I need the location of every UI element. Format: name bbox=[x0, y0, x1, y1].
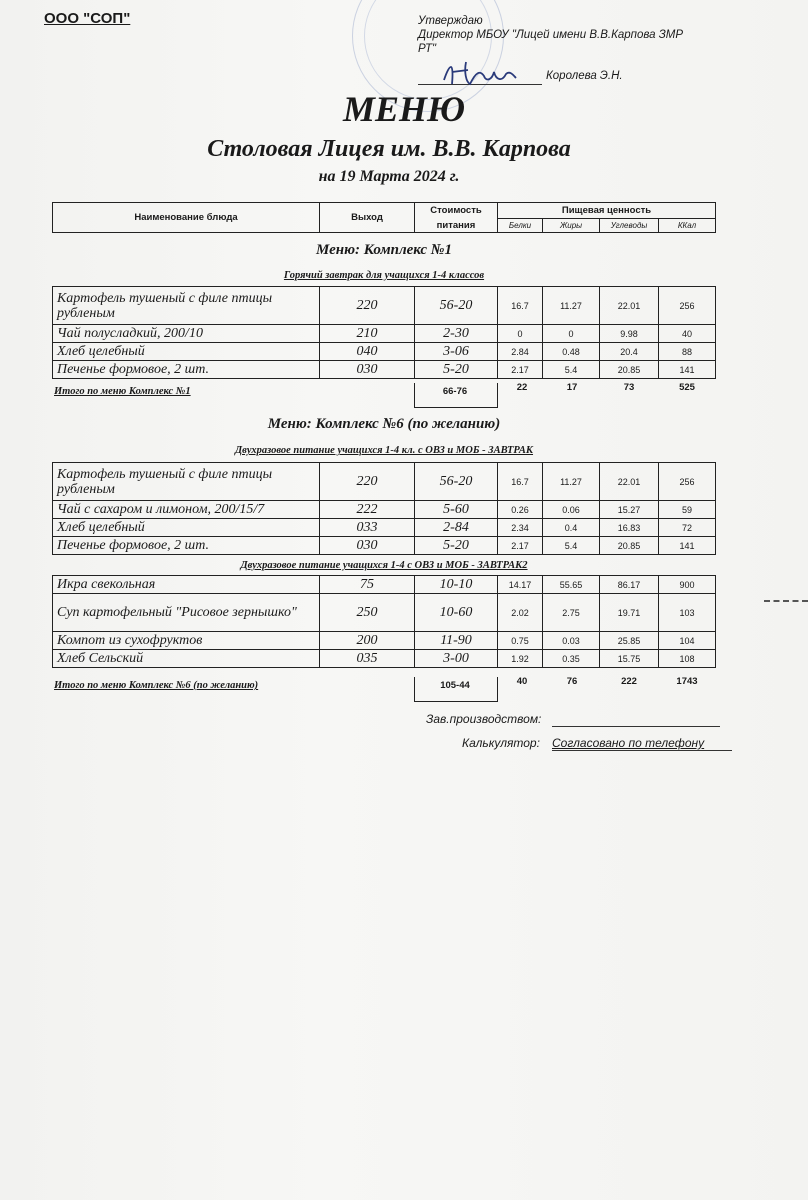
dish-output: 210 bbox=[320, 325, 415, 343]
dish-proteins: 14.17 bbox=[498, 576, 543, 594]
dish-carbs: 20.85 bbox=[600, 537, 659, 555]
approval-line: РТ" bbox=[418, 43, 437, 55]
menu-date: на 19 Марта 2024 г. bbox=[318, 168, 460, 185]
dish-cost: 10-60 bbox=[415, 594, 498, 632]
dish-proteins: 1.92 bbox=[498, 650, 543, 668]
approval-block bbox=[418, 14, 748, 56]
dish-proteins: 2.17 bbox=[498, 361, 543, 379]
dish-cost: 3-06 bbox=[415, 343, 498, 361]
dish-name: Картофель тушеный с филе птицы рубленым bbox=[53, 463, 320, 501]
menu6-subtitle2: Двухразовое питание учащихся 1-4 с ОВЗ и МОБ - ЗАВТРАК2 bbox=[240, 560, 528, 571]
dish-fats: 55.65 bbox=[543, 576, 600, 594]
menu6-total-cost: 105-44 bbox=[440, 680, 470, 691]
menu1-total-fats: 17 bbox=[566, 382, 578, 393]
dish-cost: 56-20 bbox=[415, 463, 498, 501]
dish-carbs: 20.85 bbox=[600, 361, 659, 379]
menu1-subtitle: Горячий завтрак для учащихся 1-4 классов bbox=[283, 270, 485, 281]
dish-carbs: 22.01 bbox=[600, 287, 659, 325]
dish-proteins: 2.17 bbox=[498, 537, 543, 555]
menu6-title: Меню: Комплекс №6 (по желанию) bbox=[267, 416, 501, 432]
page-subtitle: Столовая Лицея им. В.В. Карпова bbox=[207, 136, 571, 162]
table-row bbox=[53, 537, 716, 555]
dish-carbs: 15.27 bbox=[600, 501, 659, 519]
dish-cost: 3-00 bbox=[415, 650, 498, 668]
dish-name: Хлеб целебный bbox=[53, 519, 320, 537]
header-cost: Стоимость bbox=[415, 203, 498, 219]
dish-name: Хлеб целебный bbox=[53, 343, 320, 361]
menu6-breakfast-table bbox=[52, 462, 716, 555]
header-carbs: Углеводы bbox=[600, 219, 659, 233]
dish-kcal: 141 bbox=[659, 361, 716, 379]
dish-carbs: 20.4 bbox=[600, 343, 659, 361]
table-row bbox=[53, 463, 716, 501]
header-kcal: ККал bbox=[659, 219, 716, 233]
header-cost-line2: питания bbox=[415, 219, 498, 233]
company-name: ООО "СОП" bbox=[44, 10, 131, 27]
dish-fats: 2.75 bbox=[543, 594, 600, 632]
dish-output: 040 bbox=[320, 343, 415, 361]
page-title: МЕНЮ bbox=[342, 89, 466, 129]
dish-fats: 0 bbox=[543, 325, 600, 343]
menu-header-table bbox=[52, 202, 716, 233]
production-label: Зав.производством: bbox=[426, 712, 542, 726]
dish-output: 030 bbox=[320, 537, 415, 555]
dish-fats: 5.4 bbox=[543, 537, 600, 555]
dish-cost: 11-90 bbox=[415, 632, 498, 650]
table-row bbox=[53, 343, 716, 361]
dish-proteins: 2.02 bbox=[498, 594, 543, 632]
dish-output: 200 bbox=[320, 632, 415, 650]
table-row bbox=[53, 632, 716, 650]
dish-output: 75 bbox=[320, 576, 415, 594]
dish-output: 250 bbox=[320, 594, 415, 632]
dish-fats: 0.03 bbox=[543, 632, 600, 650]
dish-carbs: 25.85 bbox=[600, 632, 659, 650]
dish-fats: 5.4 bbox=[543, 361, 600, 379]
dish-output: 035 bbox=[320, 650, 415, 668]
menu1-total-proteins: 22 bbox=[516, 382, 528, 393]
calculator-label: Калькулятор: bbox=[462, 736, 540, 750]
table-row bbox=[53, 501, 716, 519]
menu1-total-kcal: 525 bbox=[679, 382, 695, 393]
dish-name: Чай полусладкий, 200/10 bbox=[53, 325, 320, 343]
dish-kcal: 72 bbox=[659, 519, 716, 537]
handwritten-signature bbox=[440, 58, 520, 90]
approval-line: Утверждаю bbox=[418, 15, 483, 27]
dish-output: 030 bbox=[320, 361, 415, 379]
dish-cost: 2-84 bbox=[415, 519, 498, 537]
dish-name: Печенье формовое, 2 шт. bbox=[53, 537, 320, 555]
dish-proteins: 2.84 bbox=[498, 343, 543, 361]
header-fats: Жиры bbox=[543, 219, 600, 233]
header-nutrition: Пищевая ценность bbox=[498, 203, 716, 219]
menu1-total-cost: 66-76 bbox=[442, 386, 468, 397]
dish-kcal: 40 bbox=[659, 325, 716, 343]
menu1-total-label: Итого по меню Комплекс №1 bbox=[54, 386, 191, 397]
table-row bbox=[53, 325, 716, 343]
dish-output: 222 bbox=[320, 501, 415, 519]
header-name: Наименование блюда bbox=[53, 203, 320, 233]
dish-carbs: 16.83 bbox=[600, 519, 659, 537]
dish-fats: 11.27 bbox=[543, 287, 600, 325]
dish-kcal: 141 bbox=[659, 537, 716, 555]
dish-kcal: 104 bbox=[659, 632, 716, 650]
approval-line: Директор МБОУ "Лицей имени В.В.Карпова ЗМР bbox=[418, 29, 684, 41]
menu6-total-kcal: 1743 bbox=[676, 676, 698, 687]
dish-kcal: 103 bbox=[659, 594, 716, 632]
production-signature-line bbox=[552, 726, 720, 727]
table-row bbox=[53, 650, 716, 668]
table-row bbox=[53, 594, 716, 632]
dish-kcal: 108 bbox=[659, 650, 716, 668]
dish-kcal: 900 bbox=[659, 576, 716, 594]
dish-fats: 0.4 bbox=[543, 519, 600, 537]
dish-cost: 2-30 bbox=[415, 325, 498, 343]
menu1-table bbox=[52, 286, 716, 379]
dish-cost: 5-20 bbox=[415, 537, 498, 555]
dish-output: 220 bbox=[320, 463, 415, 501]
table-row bbox=[53, 361, 716, 379]
table-row bbox=[53, 519, 716, 537]
dish-kcal: 88 bbox=[659, 343, 716, 361]
dish-cost: 5-20 bbox=[415, 361, 498, 379]
dish-proteins: 0.75 bbox=[498, 632, 543, 650]
table-row bbox=[53, 576, 716, 594]
dish-fats: 11.27 bbox=[543, 463, 600, 501]
table-row bbox=[53, 287, 716, 325]
header-proteins: Белки bbox=[498, 219, 543, 233]
dish-kcal: 59 bbox=[659, 501, 716, 519]
dish-kcal: 256 bbox=[659, 463, 716, 501]
dish-proteins: 2.34 bbox=[498, 519, 543, 537]
dish-fats: 0.35 bbox=[543, 650, 600, 668]
menu1-total-carbs: 73 bbox=[623, 382, 635, 393]
dish-output: 220 bbox=[320, 287, 415, 325]
dish-cost: 10-10 bbox=[415, 576, 498, 594]
menu6-total-label: Итого по меню Комплекс №6 (по желанию) bbox=[54, 680, 259, 691]
dish-fats: 0.06 bbox=[543, 501, 600, 519]
menu6-total-proteins: 40 bbox=[516, 676, 528, 687]
dish-kcal: 256 bbox=[659, 287, 716, 325]
dish-cost: 56-20 bbox=[415, 287, 498, 325]
dish-name: Икра свекольная bbox=[53, 576, 320, 594]
dish-carbs: 86.17 bbox=[600, 576, 659, 594]
calculator-value: Согласовано по телефону bbox=[552, 736, 705, 750]
menu6-total-carbs: 222 bbox=[621, 676, 637, 687]
dish-name: Чай с сахаром и лимоном, 200/15/7 bbox=[53, 501, 320, 519]
dish-carbs: 15.75 bbox=[600, 650, 659, 668]
menu6-subtitle1: Двухразовое питание учащихся 1-4 кл. с ОВЗ и МОБ - ЗАВТРАК bbox=[234, 445, 534, 456]
dish-carbs: 22.01 bbox=[600, 463, 659, 501]
dish-name: Суп картофельный "Рисовое зернышко" bbox=[53, 594, 320, 632]
menu1-title: Меню: Комплекс №1 bbox=[316, 242, 452, 258]
menu6-total-fats: 76 bbox=[566, 676, 578, 687]
dish-proteins: 0.26 bbox=[498, 501, 543, 519]
header-output: Выход bbox=[320, 203, 415, 233]
dish-output: 033 bbox=[320, 519, 415, 537]
menu6-breakfast2-table bbox=[52, 575, 716, 668]
dish-name: Печенье формовое, 2 шт. bbox=[53, 361, 320, 379]
dish-carbs: 19.71 bbox=[600, 594, 659, 632]
calculator-signature-line bbox=[552, 750, 732, 751]
signer-name: Королева Э.Н. bbox=[546, 70, 623, 82]
dish-proteins: 16.7 bbox=[498, 463, 543, 501]
dish-proteins: 0 bbox=[498, 325, 543, 343]
edge-mark bbox=[764, 600, 808, 602]
dish-fats: 0.48 bbox=[543, 343, 600, 361]
dish-proteins: 16.7 bbox=[498, 287, 543, 325]
dish-name: Компот из сухофруктов bbox=[53, 632, 320, 650]
dish-name: Хлеб Сельский bbox=[53, 650, 320, 668]
dish-cost: 5-60 bbox=[415, 501, 498, 519]
dish-carbs: 9.98 bbox=[600, 325, 659, 343]
dish-name: Картофель тушеный с филе птицы рубленым bbox=[53, 287, 320, 325]
